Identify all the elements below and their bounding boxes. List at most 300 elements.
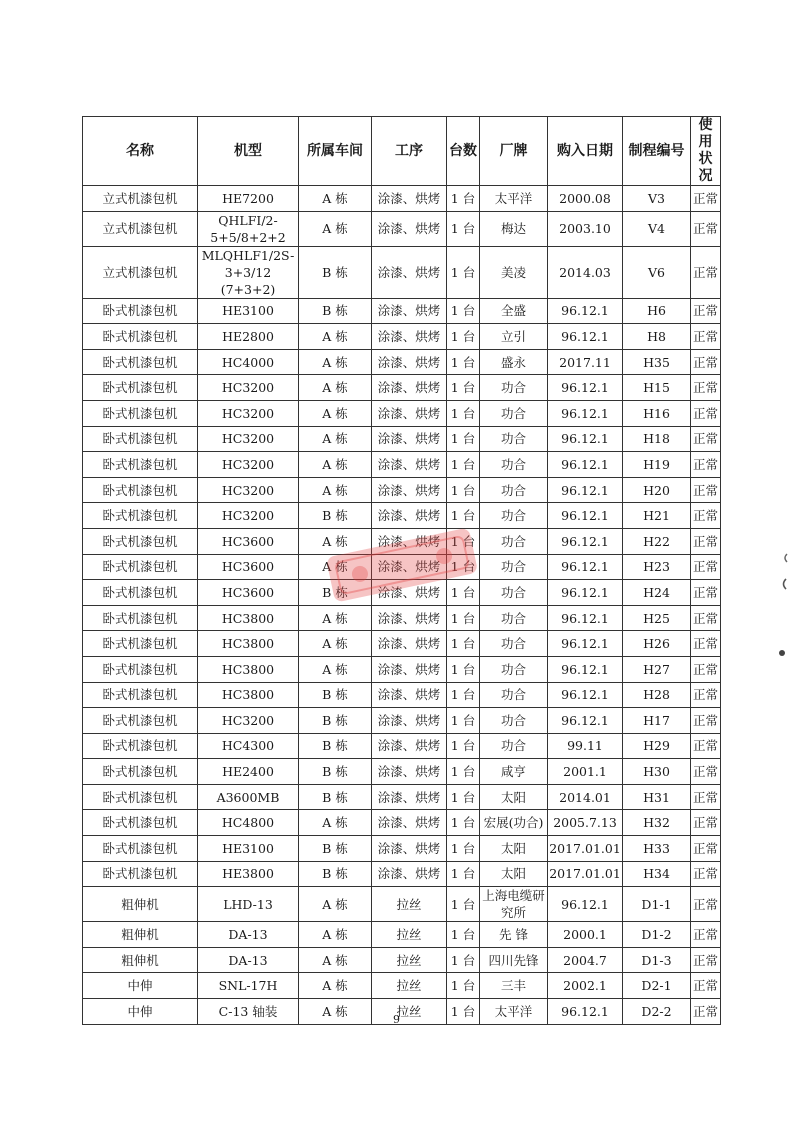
- cell-status: 正常: [691, 426, 721, 452]
- cell-status: 正常: [691, 759, 721, 785]
- header-brand: 厂牌: [480, 117, 548, 186]
- table-row: [83, 503, 721, 529]
- cell-purchase-date: 96.12.1: [548, 682, 623, 708]
- table-row: [83, 186, 721, 212]
- cell-status: 正常: [691, 733, 721, 759]
- cell-status: 正常: [691, 784, 721, 810]
- cell-model: HE3800: [198, 861, 299, 887]
- cell-process: 涂漆、烘烤: [372, 784, 447, 810]
- cell-model: HC3200: [198, 400, 299, 426]
- table-row: [83, 324, 721, 350]
- cell-process: 涂漆、烘烤: [372, 836, 447, 862]
- cell-purchase-date: 2000.08: [548, 186, 623, 212]
- margin-mark-dot: [777, 648, 787, 658]
- cell-name: 卧式机漆包机: [83, 426, 198, 452]
- cell-brand: 功合: [480, 605, 548, 631]
- cell-workshop: B 栋: [299, 861, 372, 887]
- cell-quantity: 1 台: [447, 605, 480, 631]
- cell-model: HC3200: [198, 503, 299, 529]
- cell-brand: 功合: [480, 375, 548, 401]
- table-row: [83, 298, 721, 324]
- cell-code: H17: [623, 708, 691, 734]
- cell-quantity: 1 台: [447, 400, 480, 426]
- cell-name: 卧式机漆包机: [83, 554, 198, 580]
- cell-process: 涂漆、烘烤: [372, 400, 447, 426]
- cell-model: C-13 轴装: [198, 999, 299, 1025]
- cell-code: H20: [623, 477, 691, 503]
- cell-model: HC4800: [198, 810, 299, 836]
- cell-purchase-date: 96.12.1: [548, 503, 623, 529]
- cell-model: HC3600: [198, 528, 299, 554]
- table-row: [83, 656, 721, 682]
- cell-quantity: 1 台: [447, 861, 480, 887]
- cell-name: 卧式机漆包机: [83, 580, 198, 606]
- cell-process: 涂漆、烘烤: [372, 375, 447, 401]
- cell-name: 卧式机漆包机: [83, 400, 198, 426]
- header-status-line2: 状况: [698, 151, 713, 184]
- cell-process: 涂漆、烘烤: [372, 682, 447, 708]
- header-code: 制程编号: [623, 117, 691, 186]
- cell-workshop: A 栋: [299, 631, 372, 657]
- cell-model: MLQHLF1/2S-3+3/12 (7+3+2): [198, 246, 299, 298]
- cell-code: D1-2: [623, 922, 691, 948]
- cell-status: 正常: [691, 580, 721, 606]
- cell-purchase-date: 2017.01.01: [548, 861, 623, 887]
- table-row: [83, 246, 721, 298]
- cell-code: H27: [623, 656, 691, 682]
- cell-code: D2-1: [623, 973, 691, 999]
- table-row: [83, 554, 721, 580]
- cell-purchase-date: 2000.1: [548, 922, 623, 948]
- cell-model: DA-13: [198, 922, 299, 948]
- cell-process: 涂漆、烘烤: [372, 861, 447, 887]
- cell-name: 卧式机漆包机: [83, 733, 198, 759]
- cell-status: 正常: [691, 298, 721, 324]
- cell-model: A3600MB: [198, 784, 299, 810]
- cell-status: 正常: [691, 186, 721, 212]
- cell-brand: 太阳: [480, 836, 548, 862]
- cell-quantity: 1 台: [447, 810, 480, 836]
- cell-quantity: 1 台: [447, 733, 480, 759]
- cell-code: H16: [623, 400, 691, 426]
- cell-purchase-date: 2004.7: [548, 947, 623, 973]
- cell-status: 正常: [691, 452, 721, 478]
- cell-quantity: 1 台: [447, 759, 480, 785]
- cell-model: HC3200: [198, 426, 299, 452]
- table-row: [83, 947, 721, 973]
- cell-workshop: A 栋: [299, 973, 372, 999]
- cell-code: H21: [623, 503, 691, 529]
- cell-model: LHD-13: [198, 887, 299, 922]
- cell-status: 正常: [691, 528, 721, 554]
- cell-quantity: 1 台: [447, 528, 480, 554]
- cell-model: HE3100: [198, 298, 299, 324]
- table-body: [83, 186, 721, 1025]
- cell-workshop: B 栋: [299, 298, 372, 324]
- cell-purchase-date: 2014.01: [548, 784, 623, 810]
- cell-status: 正常: [691, 349, 721, 375]
- cell-workshop: A 栋: [299, 452, 372, 478]
- cell-name: 粗伸机: [83, 887, 198, 922]
- cell-workshop: B 栋: [299, 503, 372, 529]
- cell-process: 涂漆、烘烤: [372, 733, 447, 759]
- cell-purchase-date: 96.12.1: [548, 656, 623, 682]
- cell-brand: 功合: [480, 400, 548, 426]
- cell-model: HC3200: [198, 477, 299, 503]
- cell-workshop: A 栋: [299, 887, 372, 922]
- cell-model: HC3600: [198, 580, 299, 606]
- cell-brand: 功合: [480, 656, 548, 682]
- cell-model: HC3800: [198, 682, 299, 708]
- cell-quantity: 1 台: [447, 186, 480, 212]
- cell-purchase-date: 96.12.1: [548, 631, 623, 657]
- cell-name: 粗伸机: [83, 947, 198, 973]
- cell-process: 涂漆、烘烤: [372, 324, 447, 350]
- cell-model: HC4000: [198, 349, 299, 375]
- cell-code: H34: [623, 861, 691, 887]
- cell-process: 涂漆、烘烤: [372, 631, 447, 657]
- cell-process: 涂漆、烘烤: [372, 605, 447, 631]
- table-row: [83, 887, 721, 922]
- cell-process: 拉丝: [372, 922, 447, 948]
- cell-code: H22: [623, 528, 691, 554]
- cell-model: HC3800: [198, 656, 299, 682]
- cell-quantity: 1 台: [447, 554, 480, 580]
- cell-status: 正常: [691, 477, 721, 503]
- cell-workshop: A 栋: [299, 947, 372, 973]
- cell-quantity: 1 台: [447, 580, 480, 606]
- cell-code: H19: [623, 452, 691, 478]
- cell-status: 正常: [691, 554, 721, 580]
- cell-brand: 太平洋: [480, 999, 548, 1025]
- table-row: [83, 973, 721, 999]
- cell-workshop: A 栋: [299, 400, 372, 426]
- cell-model: HC3800: [198, 605, 299, 631]
- cell-code: H8: [623, 324, 691, 350]
- cell-process: 涂漆、烘烤: [372, 554, 447, 580]
- cell-purchase-date: 99.11: [548, 733, 623, 759]
- cell-quantity: 1 台: [447, 784, 480, 810]
- cell-code: H6: [623, 298, 691, 324]
- cell-name: 卧式机漆包机: [83, 503, 198, 529]
- cell-model: HC3200: [198, 708, 299, 734]
- cell-quantity: 1 台: [447, 452, 480, 478]
- cell-status: 正常: [691, 810, 721, 836]
- cell-process: 涂漆、烘烤: [372, 349, 447, 375]
- cell-purchase-date: 96.12.1: [548, 375, 623, 401]
- margin-mark-middle: [779, 578, 789, 590]
- cell-workshop: A 栋: [299, 528, 372, 554]
- cell-name: 卧式机漆包机: [83, 605, 198, 631]
- cell-name: 粗伸机: [83, 922, 198, 948]
- cell-quantity: 1 台: [447, 836, 480, 862]
- cell-status: 正常: [691, 503, 721, 529]
- cell-process: 涂漆、烘烤: [372, 211, 447, 246]
- cell-model: HC3600: [198, 554, 299, 580]
- cell-purchase-date: 2014.03: [548, 246, 623, 298]
- cell-quantity: 1 台: [447, 999, 480, 1025]
- cell-purchase-date: 96.12.1: [548, 708, 623, 734]
- header-status-line1: 使用: [698, 117, 713, 150]
- cell-quantity: 1 台: [447, 947, 480, 973]
- cell-quantity: 1 台: [447, 887, 480, 922]
- cell-status: 正常: [691, 605, 721, 631]
- cell-quantity: 1 台: [447, 922, 480, 948]
- cell-quantity: 1 台: [447, 349, 480, 375]
- cell-process: 涂漆、烘烤: [372, 656, 447, 682]
- cell-quantity: 1 台: [447, 298, 480, 324]
- table-row: [83, 528, 721, 554]
- cell-brand: 功合: [480, 631, 548, 657]
- table-row: [83, 922, 721, 948]
- cell-workshop: A 栋: [299, 810, 372, 836]
- cell-quantity: 1 台: [447, 477, 480, 503]
- cell-workshop: B 栋: [299, 759, 372, 785]
- cell-purchase-date: 96.12.1: [548, 580, 623, 606]
- cell-purchase-date: 96.12.1: [548, 477, 623, 503]
- cell-brand: 功合: [480, 580, 548, 606]
- cell-brand: 太阳: [480, 861, 548, 887]
- cell-workshop: A 栋: [299, 426, 372, 452]
- header-purchase-date: 购入日期: [548, 117, 623, 186]
- cell-name: 卧式机漆包机: [83, 810, 198, 836]
- cell-status: 正常: [691, 836, 721, 862]
- cell-code: H23: [623, 554, 691, 580]
- cell-purchase-date: 96.12.1: [548, 298, 623, 324]
- cell-name: 卧式机漆包机: [83, 759, 198, 785]
- cell-quantity: 1 台: [447, 708, 480, 734]
- cell-brand: 功合: [480, 477, 548, 503]
- cell-model: HE3100: [198, 836, 299, 862]
- cell-quantity: 1 台: [447, 973, 480, 999]
- cell-workshop: A 栋: [299, 656, 372, 682]
- cell-brand: 全盛: [480, 298, 548, 324]
- cell-process: 拉丝: [372, 887, 447, 922]
- table-row: [83, 580, 721, 606]
- header-model: 机型: [198, 117, 299, 186]
- table-header-row: [83, 117, 721, 186]
- equipment-table: [82, 116, 721, 1025]
- cell-status: 正常: [691, 324, 721, 350]
- cell-workshop: A 栋: [299, 999, 372, 1025]
- cell-process: 涂漆、烘烤: [372, 426, 447, 452]
- cell-purchase-date: 96.12.1: [548, 999, 623, 1025]
- table-row: [83, 605, 721, 631]
- cell-workshop: B 栋: [299, 246, 372, 298]
- cell-process: 涂漆、烘烤: [372, 503, 447, 529]
- table-row: [83, 631, 721, 657]
- cell-code: V6: [623, 246, 691, 298]
- cell-purchase-date: 2017.01.01: [548, 836, 623, 862]
- cell-name: 中伸: [83, 973, 198, 999]
- cell-brand: 功合: [480, 554, 548, 580]
- cell-name: 立式机漆包机: [83, 211, 198, 246]
- cell-process: 涂漆、烘烤: [372, 528, 447, 554]
- cell-status: 正常: [691, 708, 721, 734]
- cell-model: HE2400: [198, 759, 299, 785]
- cell-purchase-date: 96.12.1: [548, 528, 623, 554]
- cell-status: 正常: [691, 887, 721, 922]
- cell-purchase-date: 96.12.1: [548, 554, 623, 580]
- table-row: [83, 375, 721, 401]
- cell-status: 正常: [691, 682, 721, 708]
- cell-model: HC3800: [198, 631, 299, 657]
- cell-name: 卧式机漆包机: [83, 708, 198, 734]
- cell-name: 卧式机漆包机: [83, 836, 198, 862]
- table-row: [83, 759, 721, 785]
- cell-model: HE7200: [198, 186, 299, 212]
- cell-purchase-date: 96.12.1: [548, 605, 623, 631]
- cell-brand: 功合: [480, 682, 548, 708]
- cell-purchase-date: 2017.11: [548, 349, 623, 375]
- cell-brand: 立引: [480, 324, 548, 350]
- cell-workshop: B 栋: [299, 708, 372, 734]
- cell-code: D1-3: [623, 947, 691, 973]
- cell-purchase-date: 2001.1: [548, 759, 623, 785]
- cell-brand: 先 锋: [480, 922, 548, 948]
- cell-name: 卧式机漆包机: [83, 349, 198, 375]
- cell-brand: 太平洋: [480, 186, 548, 212]
- page-number: 9: [393, 1013, 400, 1026]
- header-status: [691, 117, 721, 186]
- cell-model: HC3200: [198, 375, 299, 401]
- cell-name: 卧式机漆包机: [83, 656, 198, 682]
- cell-status: 正常: [691, 999, 721, 1025]
- cell-process: 拉丝: [372, 947, 447, 973]
- cell-brand: 宏展(功合): [480, 810, 548, 836]
- cell-purchase-date: 2005.7.13: [548, 810, 623, 836]
- cell-code: D1-1: [623, 887, 691, 922]
- cell-quantity: 1 台: [447, 503, 480, 529]
- cell-status: 正常: [691, 861, 721, 887]
- cell-code: H26: [623, 631, 691, 657]
- cell-process: 拉丝: [372, 999, 447, 1025]
- cell-status: 正常: [691, 400, 721, 426]
- cell-code: H25: [623, 605, 691, 631]
- cell-quantity: 1 台: [447, 375, 480, 401]
- cell-workshop: A 栋: [299, 211, 372, 246]
- cell-workshop: B 栋: [299, 836, 372, 862]
- header-name: 名称: [83, 117, 198, 186]
- cell-process: 涂漆、烘烤: [372, 477, 447, 503]
- cell-workshop: B 栋: [299, 784, 372, 810]
- cell-name: 卧式机漆包机: [83, 528, 198, 554]
- cell-model: HC4300: [198, 733, 299, 759]
- table-row: [83, 810, 721, 836]
- cell-brand: 功合: [480, 528, 548, 554]
- cell-quantity: 1 台: [447, 246, 480, 298]
- cell-status: 正常: [691, 631, 721, 657]
- cell-code: H35: [623, 349, 691, 375]
- table-row: [83, 426, 721, 452]
- cell-quantity: 1 台: [447, 324, 480, 350]
- cell-brand: 功合: [480, 426, 548, 452]
- cell-process: 涂漆、烘烤: [372, 246, 447, 298]
- cell-name: 立式机漆包机: [83, 186, 198, 212]
- cell-status: 正常: [691, 922, 721, 948]
- cell-code: V4: [623, 211, 691, 246]
- cell-model: HE2800: [198, 324, 299, 350]
- cell-purchase-date: 96.12.1: [548, 452, 623, 478]
- cell-purchase-date: 96.12.1: [548, 400, 623, 426]
- cell-name: 卧式机漆包机: [83, 631, 198, 657]
- table-row: [83, 349, 721, 375]
- cell-workshop: A 栋: [299, 477, 372, 503]
- table-row: [83, 861, 721, 887]
- cell-name: 卧式机漆包机: [83, 324, 198, 350]
- cell-name: 卧式机漆包机: [83, 682, 198, 708]
- cell-workshop: A 栋: [299, 349, 372, 375]
- cell-workshop: B 栋: [299, 580, 372, 606]
- cell-purchase-date: 96.12.1: [548, 887, 623, 922]
- table-row: [83, 682, 721, 708]
- table-row: [83, 477, 721, 503]
- cell-process: 涂漆、烘烤: [372, 708, 447, 734]
- margin-mark-top: [781, 553, 789, 563]
- cell-purchase-date: 2003.10: [548, 211, 623, 246]
- cell-name: 卧式机漆包机: [83, 375, 198, 401]
- header-process: 工序: [372, 117, 447, 186]
- cell-status: 正常: [691, 947, 721, 973]
- cell-process: 涂漆、烘烤: [372, 759, 447, 785]
- cell-name: 中伸: [83, 999, 198, 1025]
- cell-code: H18: [623, 426, 691, 452]
- cell-process: 涂漆、烘烤: [372, 580, 447, 606]
- cell-code: H31: [623, 784, 691, 810]
- table-row: [83, 836, 721, 862]
- cell-name: 卧式机漆包机: [83, 452, 198, 478]
- cell-brand: 功合: [480, 733, 548, 759]
- cell-status: 正常: [691, 211, 721, 246]
- cell-status: 正常: [691, 246, 721, 298]
- cell-name: 卧式机漆包机: [83, 298, 198, 324]
- cell-workshop: A 栋: [299, 324, 372, 350]
- cell-name: 卧式机漆包机: [83, 784, 198, 810]
- cell-code: V3: [623, 186, 691, 212]
- cell-code: H28: [623, 682, 691, 708]
- cell-process: 涂漆、烘烤: [372, 452, 447, 478]
- cell-process: 拉丝: [372, 973, 447, 999]
- cell-brand: 太阳: [480, 784, 548, 810]
- cell-status: 正常: [691, 973, 721, 999]
- cell-code: H29: [623, 733, 691, 759]
- cell-brand: 四川先锋: [480, 947, 548, 973]
- cell-code: H24: [623, 580, 691, 606]
- cell-brand: 梅达: [480, 211, 548, 246]
- cell-code: H33: [623, 836, 691, 862]
- cell-name: 卧式机漆包机: [83, 477, 198, 503]
- cell-workshop: B 栋: [299, 682, 372, 708]
- cell-process: 涂漆、烘烤: [372, 810, 447, 836]
- table-row: [83, 400, 721, 426]
- cell-brand: 上海电缆研究所: [480, 887, 548, 922]
- table-row: [83, 784, 721, 810]
- cell-name: 立式机漆包机: [83, 246, 198, 298]
- table-row: [83, 452, 721, 478]
- cell-brand: 盛永: [480, 349, 548, 375]
- table-row: [83, 211, 721, 246]
- cell-quantity: 1 台: [447, 631, 480, 657]
- cell-code: H15: [623, 375, 691, 401]
- cell-code: H32: [623, 810, 691, 836]
- cell-code: H30: [623, 759, 691, 785]
- cell-workshop: A 栋: [299, 605, 372, 631]
- cell-quantity: 1 台: [447, 682, 480, 708]
- cell-workshop: A 栋: [299, 375, 372, 401]
- cell-purchase-date: 2002.1: [548, 973, 623, 999]
- table-row: [83, 708, 721, 734]
- cell-brand: 功合: [480, 708, 548, 734]
